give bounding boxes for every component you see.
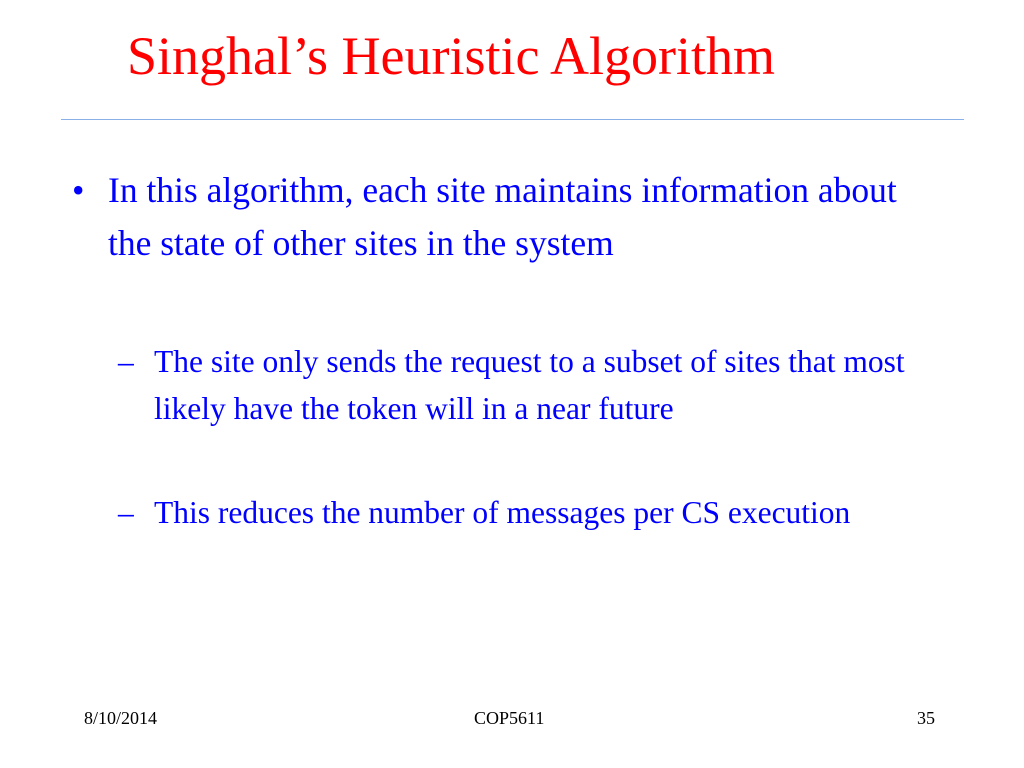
footer-course: COP5611 xyxy=(474,708,545,728)
title-divider xyxy=(61,119,964,120)
footer-page-number: 35 xyxy=(917,708,935,728)
footer-date: 8/10/2014 xyxy=(84,708,158,728)
sub-bullet-marker: – xyxy=(118,344,134,379)
sub-bullet-marker: – xyxy=(118,495,134,530)
bullet-item-1: In this algorithm, each site maintains information about the state of other sites in the system xyxy=(108,170,897,263)
sub-bullet-item-1: The site only sends the request to a subset of sites that most likely have the token will in a near future xyxy=(154,344,905,426)
bullet-marker: • xyxy=(72,170,85,210)
sub-bullet-item-2: This reduces the number of messages per CS execution xyxy=(154,495,851,530)
slide-title: Singhal’s Heuristic Algorithm xyxy=(127,26,775,86)
